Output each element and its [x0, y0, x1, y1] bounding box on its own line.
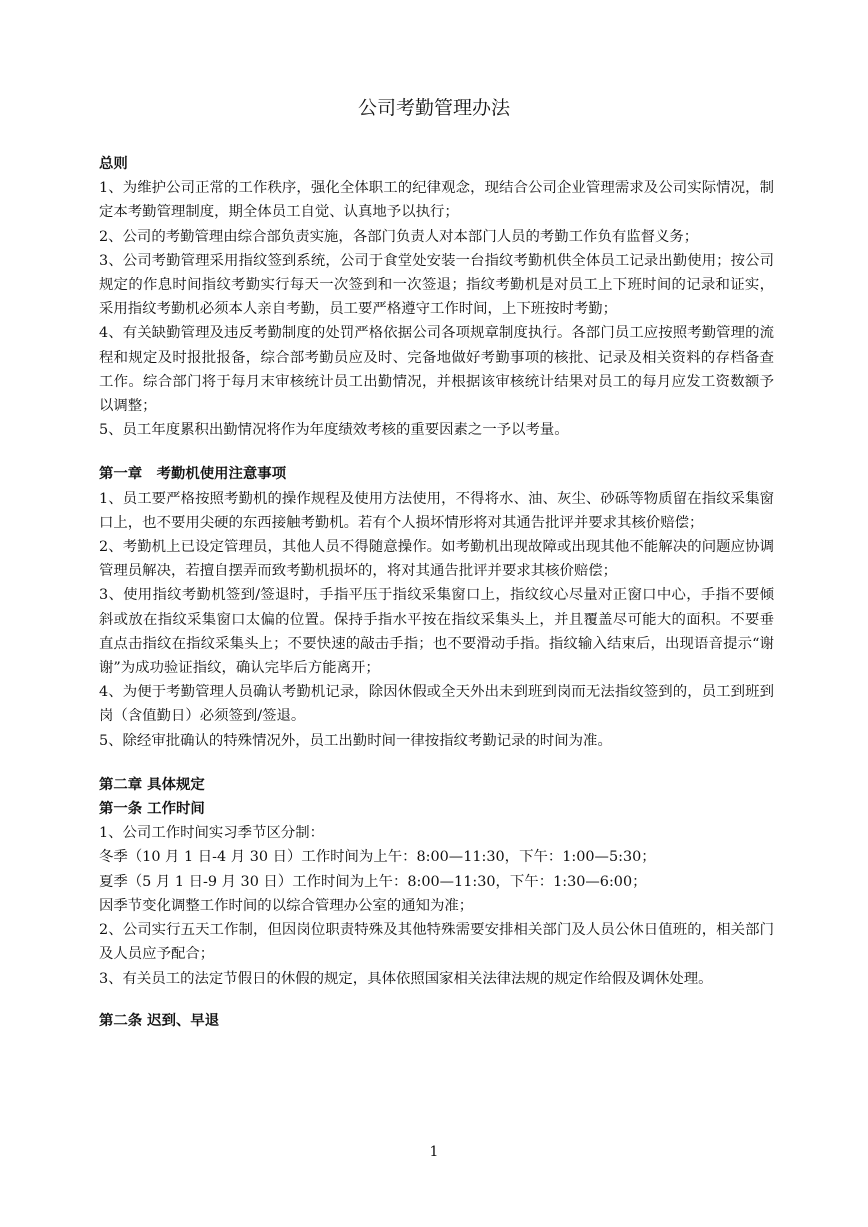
- article2-heading: 第二条 迟到、早退: [99, 1011, 220, 1029]
- section-gap: [99, 991, 774, 1009]
- chapter1-item-3: 3、使用指纹考勤机签到/签退时，手指平压于指纹采集窗口上，指纹纹心尽量对正窗口中心，手指不要倾斜或放在指纹采集窗口太偏的位置。保持手指水平按在指纹采集头上，并且覆盖尽可能大的面积。不要垂直点击指纹在指纹采集头上；不要快速的敲击手指；也不要滑动手指。指纹输入结束后，出现语音提示“谢谢”为成功验证指纹，确认完毕后方能离开；: [99, 587, 774, 677]
- article1-summer-hours: 夏季（5 月 1 日-9 月 30 日）工作时间为上午：8:00—11:30，下午：1:30—6:00；: [99, 873, 647, 890]
- section-gap: [99, 753, 774, 773]
- article1-item-1: 1、公司工作时间实习季节区分制：: [99, 825, 325, 842]
- article1-heading: 第一条 工作时间: [99, 800, 205, 818]
- article1-item-2: 2、公司实行五天工作制，但因岗位职责特殊及其他特殊需要安排相关部门及人员公休日值班的，相关部门及人员应予配合；: [99, 922, 774, 963]
- general-item-2: 2、公司的考勤管理由综合部负责实施，各部门负责人对本部门人员的考勤工作负有监督义务；: [99, 228, 699, 245]
- chapter1-item-2: 2、考勤机上已设定管理员，其他人员不得随意操作。如考勤机出现故障或出现其他不能解决的问题应协调管理员解决，若擅自摆弄而致考勤机损坏的，将对其通告批评并要求其核价赔偿；: [99, 539, 774, 580]
- general-heading: 总则: [99, 155, 128, 172]
- article1-seasonal-note: 因季节变化调整工作时间的以综合管理办公室的通知为准；: [99, 897, 474, 914]
- article1-winter-hours: 冬季（10 月 1 日-4 月 30 日）工作时间为上午：8:00—11:30，下午：1:00—5:30；: [99, 849, 656, 866]
- chapter1-item-1: 1、员工要严格按照考勤机的操作规程及使用方法使用，不得将水、油、灰尘、砂砾等物质留在指纹采集窗口上，也不要用尖硬的东西接触考勤机。若有个人损坏情形将对其通告批评并要求其核价赔偿；: [99, 490, 774, 531]
- chapter1-heading: 第一章 考勤机使用注意事项: [99, 465, 287, 483]
- general-item-5: 5、员工年度累积出勤情况将作为年度绩效考核的重要因素之一予以考量。: [99, 422, 569, 439]
- article1-item-3: 3、有关员工的法定节假日的休假的规定，具体依照国家相关法律法规的规定作给假及调休处理。: [99, 970, 713, 987]
- general-item-1: 1、为维护公司正常的工作秩序，强化全体职工的纪律观念，现结合公司企业管理需求及公司实际情况，制定本考勤管理制度，期全体员工自觉、认真地予以执行；: [99, 180, 774, 221]
- page-number: 1: [429, 1144, 439, 1160]
- document-title: 公司考勤管理办法: [357, 97, 510, 119]
- general-item-4: 4、有关缺勤管理及违反考勤制度的处罚严格依据公司各项规章制度执行。各部门员工应按照考勤管理的流程和规定及时报批报备，综合部考勤员应及时、完备地做好考勤事项的核批、记录及相关资料的存档备查工作。综合部门将于每月末审核统计员工出勤情况，并根据该审核统计结果对员工的每月应发工资数额予以调整；: [99, 325, 774, 415]
- section-gap: [99, 442, 774, 462]
- chapter1-item-5: 5、除经审批确认的特殊情况外，员工出勤时间一律按指纹考勤记录的时间为准。: [99, 732, 612, 749]
- general-item-3: 3、公司考勤管理采用指纹签到系统，公司于食堂处安装一台指纹考勤机供全体员工记录出勤使用；按公司规定的作息时间指纹考勤实行每天一次签到和一次签退；指纹考勤机是对员工上下班时间的记录和证实，采用指纹考勤机必须本人亲自考勤，员工要严格遵守工作时间，上下班按时考勤；: [99, 252, 774, 318]
- chapter2-heading: 第二章 具体规定: [99, 775, 205, 793]
- document-body: [99, 152, 774, 1033]
- chapter1-item-4: 4、为便于考勤管理人员确认考勤机记录，除因休假或全天外出未到班到岗而无法指纹签到的，员工到班到岗（含值勤日）必须签到/签退。: [99, 684, 774, 725]
